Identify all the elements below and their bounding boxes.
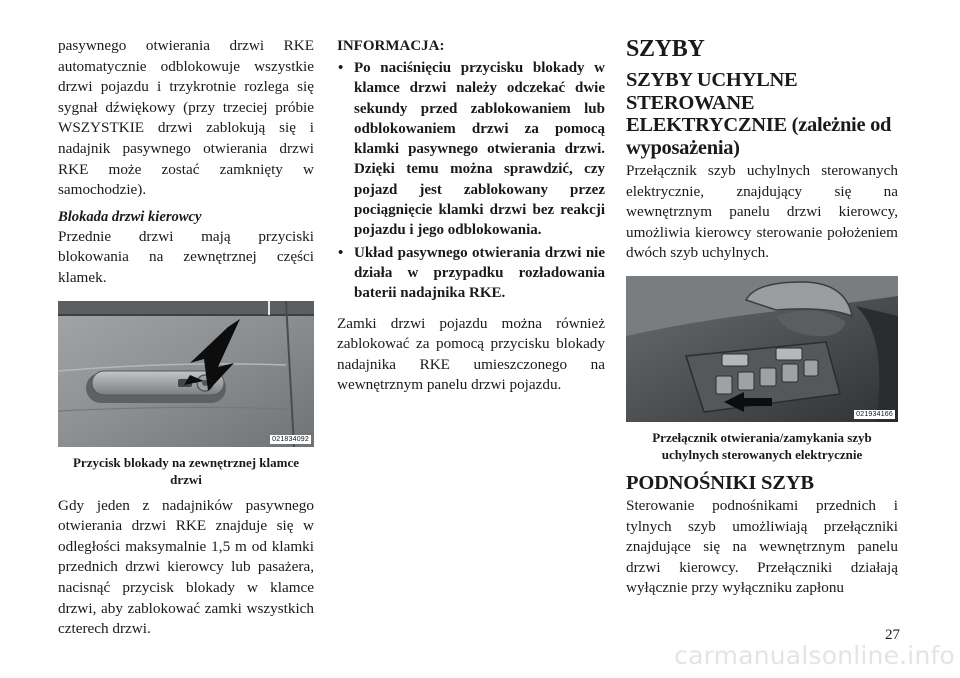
- section-title: SZYBY: [626, 36, 705, 62]
- section-heading: PODNOŚNIKI SZYB: [626, 471, 814, 494]
- list-item: • Po naciśnięciu przycisku blokady w klamce drzwi należy odczekać dwie sekundy przed zablokowaniem lub odblokowaniem drzwi za pomocą klamki pasywnego otwierania drzwi. Dzięki temu można sprawdzić, czy pojazd jest zablokowany przez pociągnięcie klamki drzwi bez reakcji pojazdu i jego odblokowania.: [338, 60, 605, 239]
- door-handle-illustration: [58, 301, 314, 447]
- lock-buttons-paragraph: Przednie drzwi mają przyciski blokowania na zewnętrznej części klamek.: [58, 227, 314, 286]
- column-right: [626, 36, 898, 599]
- window-lifters-paragraph: Sterowanie podnośnikami przednich i tylnych szyb umożliwiają przełączniki znajdujące się na wewnętrznym panelu drzwi kierowcy. Przełączniki działają wyłącznie przy wyłączniku zapłonu: [626, 496, 898, 597]
- info-bullet-list: [337, 58, 605, 304]
- rke-lock-paragraph: Gdy jeden z nadajników pasywnego otwierania drzwi RKE znajduje się w odległości maksymalnie 1,5 m od klamki przednich drzwi kierowcy lub pasażera, nacisnąć przycisk blokady w klamce drzwi, aby zablokować zamki wszystkich czterech drzwi.: [58, 496, 314, 638]
- vent-windows-paragraph: Przełącznik szyb uchylnych sterowanych elektrycznie, znajdujący się na wewnętrznym panelu drzwi kierowcy, umożliwia kierowcy sterowanie położeniem dwóch szyb uchylnych.: [626, 162, 898, 262]
- bullet-symbol: •: [338, 60, 344, 76]
- bullet-symbol: •: [338, 244, 344, 261]
- intro-paragraph: pasywnego otwierania drzwi RKE automatycznie odblokowuje wszystkie drzwi pojazdu i trzykrotnie rozlega się sygnał dźwiękowy (przy trzeciej próbie WSZYSTKIE drzwi zablokują się i nadajnik pasywnego otwierania drzwi RKE może zostać zamknięty w samochodzie).: [58, 37, 314, 199]
- door-handle-figure: [58, 301, 314, 447]
- page-number: 27: [885, 627, 900, 643]
- list-item: • Układ pasywnego otwierania drzwi nie działa w przypadku rozładowania baterii nadajnika RKE.: [338, 244, 605, 302]
- info-heading: INFORMACJA:: [337, 38, 445, 54]
- driver-door-lock-subheading: Blokada drzwi kierowcy: [58, 208, 202, 225]
- watermark: carmanualsonline.info: [674, 641, 955, 670]
- window-switch-figure: [626, 276, 898, 422]
- figure-code-label: 021934166: [856, 410, 893, 418]
- column-left: [58, 36, 314, 640]
- section-subtitle: SZYBY UCHYLNE STEROWANE ELEKTRYCZNIE (zależnie od wyposażenia): [626, 69, 892, 159]
- column-middle: [337, 36, 605, 396]
- body-paragraph: Zamki drzwi pojazdu można również zablokować za pomocą przycisku blokady nadajnika RKE umieszczonego na wewnętrznym panelu drzwi pojazdu.: [337, 314, 605, 394]
- figure-caption: Przycisk blokady na zewnętrznej klamce drzwi: [72, 454, 300, 487]
- figure-code-label: 021834092: [272, 435, 309, 443]
- window-switch-illustration: [626, 276, 898, 422]
- figure-caption: Przełącznik otwierania/zamykania szyb uchylnych sterowanych elektrycznie: [652, 429, 872, 462]
